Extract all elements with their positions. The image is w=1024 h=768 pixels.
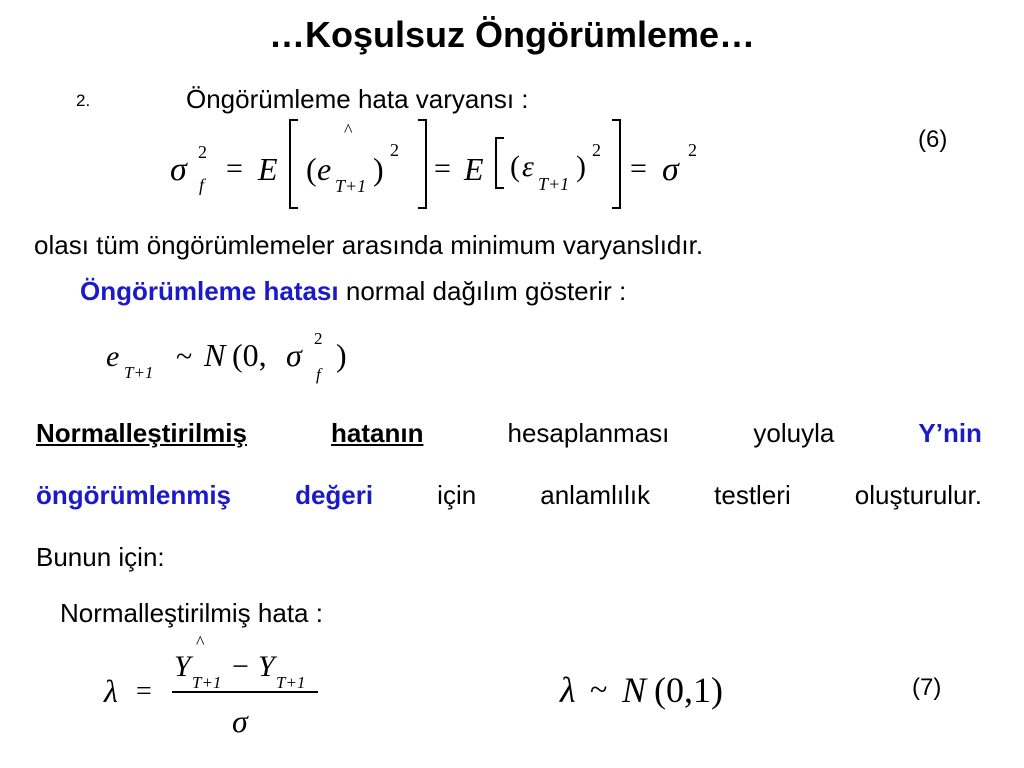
eq6-E-2: E — [464, 151, 484, 187]
eq7-dist-tilde: ~ — [590, 671, 608, 707]
eq6-open-paren-1: ( — [306, 151, 317, 187]
para-via-word: yoluyla — [753, 418, 835, 448]
dist-e-sub: T+1 — [124, 363, 154, 382]
eq7-Y: Y — [258, 650, 275, 683]
paragraph-line-2 — [36, 480, 982, 511]
eq7-Y-hat-sub: T+1 — [192, 673, 222, 692]
eq6-bracket-left-1 — [290, 120, 298, 208]
dist-args-open: (0, — [232, 337, 267, 373]
para-normalized-word: Normalleştirilmiş — [36, 418, 247, 448]
eq6-sigma-rhs: σ — [662, 151, 679, 188]
para-formed-word: oluşturulur. — [854, 480, 982, 510]
eq6-close-paren-1: ) — [373, 151, 384, 187]
eq6-epsilon-sub: T+1 — [538, 174, 570, 194]
eq7-minus: − — [232, 650, 249, 683]
minimum-variance-line: olası tüm öngörümlemeler arasında minimum varyanslıdır. — [34, 230, 704, 260]
paragraph-line-3: Bunun için: — [36, 542, 165, 572]
eq6-bracket-right-2 — [612, 120, 620, 208]
equation-7-distribution — [556, 660, 776, 720]
dist-sigma-sub: f — [316, 365, 321, 384]
normal-distribution-line — [80, 276, 626, 307]
dist-sigma: σ — [286, 337, 302, 373]
para-calculation-word: hesaplanması — [507, 418, 670, 448]
paragraph-line-1 — [36, 418, 982, 449]
normal-distribution-text: normal dağılım gösterir : — [345, 276, 627, 306]
eq6-close-paren-2: ) — [576, 150, 586, 183]
para-significance-word: anlamlılık — [540, 480, 651, 510]
eq6-equals-2: = — [434, 152, 451, 185]
dist-N: N — [204, 337, 226, 373]
dist-sigma-sup: 2 — [314, 329, 323, 348]
item-heading: Öngörümleme hata varyansı : — [186, 84, 529, 114]
eq6-open-paren-2: ( — [510, 150, 520, 183]
eq6-sigma-sub: f — [199, 175, 205, 195]
eq7-dist-args: (0,1) — [654, 670, 723, 710]
dist-tilde: ~ — [176, 340, 193, 373]
equation-error-distribution — [100, 322, 380, 392]
eq6-sigma-sup: 2 — [198, 142, 207, 162]
dist-args-close: ) — [336, 337, 347, 373]
eq6-E-1: E — [258, 151, 278, 187]
eq7-dist-lambda: λ — [560, 670, 576, 710]
para-for-word: için — [437, 480, 477, 510]
forecast-error-highlight: Öngörümleme hatası — [80, 276, 339, 306]
item-number: 2. — [76, 91, 91, 110]
eq6-hat: ^ — [344, 120, 353, 140]
para-value-word: değeri — [295, 480, 374, 510]
equation-6-number: (6) — [918, 126, 948, 153]
eq6-epsilon-sup: 2 — [592, 140, 601, 160]
eq7-Y-sub: T+1 — [276, 673, 306, 692]
eq7-hat: ^ — [196, 632, 205, 652]
eq6-bracket-left-2 — [496, 138, 504, 188]
normalized-error-label: Normalleştirilmiş hata : — [60, 598, 323, 628]
para-forecasted-word: öngörümlenmiş — [36, 480, 232, 510]
equation-7-number: (7) — [912, 674, 942, 701]
eq7-equals: = — [136, 676, 152, 707]
eq6-sigma-rhs-sup: 2 — [688, 140, 697, 160]
para-error-word: hatanın — [331, 418, 424, 448]
eq6-e-sup: 2 — [390, 140, 399, 160]
para-tests-word: testleri — [714, 480, 791, 510]
equation-6 — [150, 112, 750, 216]
eq7-lambda: λ — [104, 673, 118, 709]
eq6-sigma: σ — [170, 151, 187, 188]
eq6-bracket-right-1 — [418, 120, 426, 208]
dist-e: e — [106, 340, 120, 373]
slide-title: …Koşulsuz Öngörümleme… — [268, 14, 756, 55]
eq6-equals-3: = — [630, 152, 647, 185]
equation-7-fraction — [100, 626, 340, 746]
eq7-sigma: σ — [232, 703, 248, 739]
eq6-e: e — [317, 151, 332, 187]
para-y-word: Y’nin — [918, 418, 982, 448]
eq6-epsilon: ε — [522, 150, 534, 183]
eq7-dist-N: N — [622, 670, 647, 710]
eq6-e-sub: T+1 — [335, 176, 367, 196]
eq6-equals-1: = — [226, 152, 243, 185]
eq7-Y-hat: Y — [174, 650, 191, 683]
